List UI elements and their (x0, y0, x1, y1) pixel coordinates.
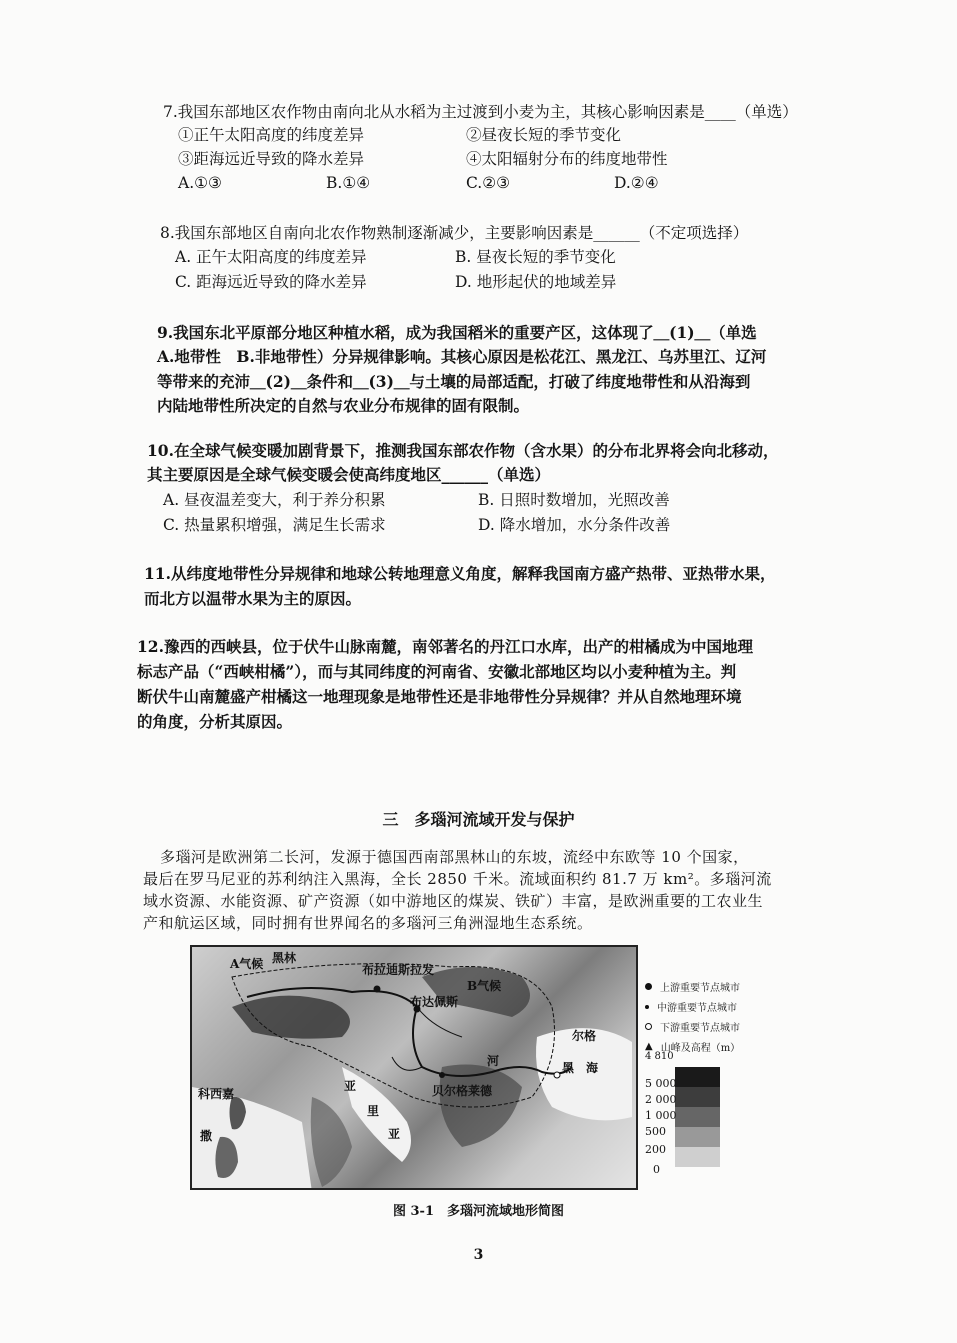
map-label-corsica: 科西嘉 (198, 1087, 235, 1101)
map-label-black-forest: 黑林 (272, 951, 297, 965)
q7-choice-b: B.①④ (326, 174, 371, 192)
q8-choice-b: B. 昼夜长短的季节变化 (455, 248, 616, 266)
scale-label-0: 0 (653, 1163, 660, 1176)
scale-swatch (675, 1147, 720, 1167)
city-marker (439, 1072, 445, 1078)
map-label-adriatic-3: 亚 (388, 1127, 401, 1141)
scale-swatch (675, 1067, 720, 1087)
apennines-shape (311, 1097, 352, 1187)
scale-label-1000: 1 000 (645, 1109, 677, 1122)
q7-option-4: ④太阳辐射分布的纬度地带性 (466, 150, 668, 168)
q7-option-2: ②昼夜长短的季节变化 (466, 126, 622, 144)
section-intro-line-2: 最后在罗马尼亚的苏利纳注入黑海，全长 2850 千米。流域面积约 81.7 万 km²。多瑙河流 (143, 870, 772, 888)
peak-triangle-icon: ▲ (645, 1041, 653, 1052)
page-number: 3 (473, 1247, 484, 1263)
map-label-adriatic-2: 里 (367, 1104, 380, 1118)
map-legend (645, 975, 775, 1185)
q12-line-2: 标志产品（“西峡柑橘”），而与其同纬度的河南省、安徽北部地区均以小麦种植为主。判 (137, 662, 737, 681)
q7-choice-a: A.①③ (178, 174, 222, 192)
map-label-river: 河 (487, 1054, 500, 1068)
legend-middle-label: 中游重要节点城市 (657, 1003, 737, 1014)
legend-upper-label: 上游重要节点城市 (660, 983, 740, 994)
map-label-b-climate: B气候 (467, 979, 502, 993)
map-label-sardinia: 撒 (200, 1129, 213, 1143)
q8-stem: 8.我国东部地区自南向北农作物熟制逐渐减少，主要影响因素是______（不定项选择） (160, 224, 749, 242)
q11-line-2: 而北方以温带水果为主的原因。 (144, 589, 362, 608)
legend-peak-label: 山峰及高程（m） (660, 1043, 741, 1054)
scale-swatch (675, 1127, 720, 1147)
q11-line-1: 11.从纬度地带性分异规律和地球公转地理意义角度，解释我国南方盛产热带、亚热带水果， (144, 564, 776, 583)
q12-line-3: 断伏牛山南麓盛产柑橘这一地理现象是地带性还是非地带性分异规律？并从自然地理环境 (137, 687, 742, 706)
city-marker (374, 986, 381, 993)
q7-choice-c: C.②③ (466, 174, 511, 192)
q8-choice-d: D. 地形起伏的地域差异 (455, 273, 617, 291)
scale-label-500: 500 (645, 1125, 666, 1138)
q12-line-1: 12.豫西的西峡县，位于伏牛山脉南麓，南邻著名的丹江口水库，出产的柑橘成为中国地理 (137, 637, 753, 656)
scale-swatch (675, 1107, 720, 1127)
q9-line-4: 内陆地带性所决定的自然与农业分布规律的固有限制。 (157, 396, 530, 415)
lower-city-ring-icon (645, 1023, 652, 1030)
q10-choice-a: A. 昼夜温差变大，利于养分积累 (163, 491, 386, 509)
scale-swatch (675, 1087, 720, 1107)
upper-city-dot-icon (645, 983, 652, 990)
section-intro-line-3: 域水资源、水能资源、矿产资源（如中游地区的煤炭、铁矿）丰富，是欧洲重要的工农业生 (143, 892, 764, 910)
section-intro-line-1: 多瑙河是欧洲第二长河，发源于德国西南部黑林山的东坡，流经中东欧等 10 个国家， (160, 848, 749, 866)
q9-line-3: 等带来的充沛＿(2)＿条件和＿(3)＿与土壤的局部适配，打破了纬度地带性和从沿海到 (157, 372, 751, 391)
legend-upper-city (645, 979, 740, 994)
alps-shape (232, 996, 350, 1039)
q7-option-3: ③距海远近导致的降水差异 (178, 150, 365, 168)
q8-choice-c: C. 距海远近导致的降水差异 (175, 273, 367, 291)
section-title: 三 多瑙河流域开发与保护 (382, 810, 575, 829)
legend-lower-label: 下游重要节点城市 (660, 1023, 740, 1034)
map-label-budapest: 布达佩斯 (410, 995, 459, 1009)
map-label-bratislava: 布拉迪斯拉发 (362, 963, 435, 977)
middle-city-dot-icon (645, 1005, 649, 1009)
q8-choice-a: A. 正午太阳高度的纬度差异 (175, 248, 367, 266)
map-label-belgrade: 贝尔格莱德 (432, 1084, 493, 1098)
q7-choice-d: D.②④ (614, 174, 659, 192)
legend-peak-value: 4 810 (645, 1051, 674, 1062)
q10-choice-c: C. 热量累积增强，满足生长需求 (163, 516, 386, 534)
tributary-line (417, 1007, 462, 1037)
map-label-a-climate: A气候 (230, 957, 264, 971)
scale-label-2000: 2 000 (645, 1093, 677, 1106)
danube-terrain-map (190, 945, 638, 1190)
q7-stem: 7.我国东部地区农作物由南向北从水稻为主过渡到小麦为主，其核心影响因素是____（单选） (163, 103, 798, 121)
map-label-adriatic-1: 亚 (344, 1079, 357, 1093)
scale-label-5000: 5 000 (645, 1077, 677, 1090)
q9-line-1: 9.我国东北平原部分地区种植水稻，成为我国稻米的重要产区，这体现了＿(1)＿（单选 (157, 323, 757, 342)
q10-choice-d: D. 降水增加，水分条件改善 (478, 516, 671, 534)
legend-lower-city (645, 1019, 740, 1034)
map-label-east: 尔格 (572, 1029, 597, 1043)
city-marker (554, 1072, 560, 1078)
q9-line-2: A.地带性 B.非地带性）分异规律影响。其核心原因是松花江、黑龙江、乌苏里江、辽河 (157, 347, 767, 366)
section-intro-line-4: 产和航运区域，同时拥有世界闻名的多瑙河三角洲湿地生态系统。 (143, 914, 593, 932)
q10-choice-b: B. 日照时数增加，光照改善 (478, 491, 670, 509)
figure-caption: 图 3-1 多瑙河流域地形简图 (392, 1204, 564, 1219)
map-label-black-sea: 黑 海 (562, 1061, 599, 1075)
q12-line-4: 的角度，分析其原因。 (137, 712, 293, 731)
q10-line-1: 10.在全球气候变暖加剧背景下，推测我国东部农作物（含水果）的分布北界将会向北移动， (147, 441, 779, 460)
q10-line-2: 其主要原因是全球气候变暖会使高纬度地区______（单选） (147, 465, 551, 484)
legend-middle-city (645, 999, 737, 1014)
scale-label-200: 200 (645, 1143, 666, 1156)
q7-option-1: ①正午太阳高度的纬度差异 (178, 126, 365, 144)
